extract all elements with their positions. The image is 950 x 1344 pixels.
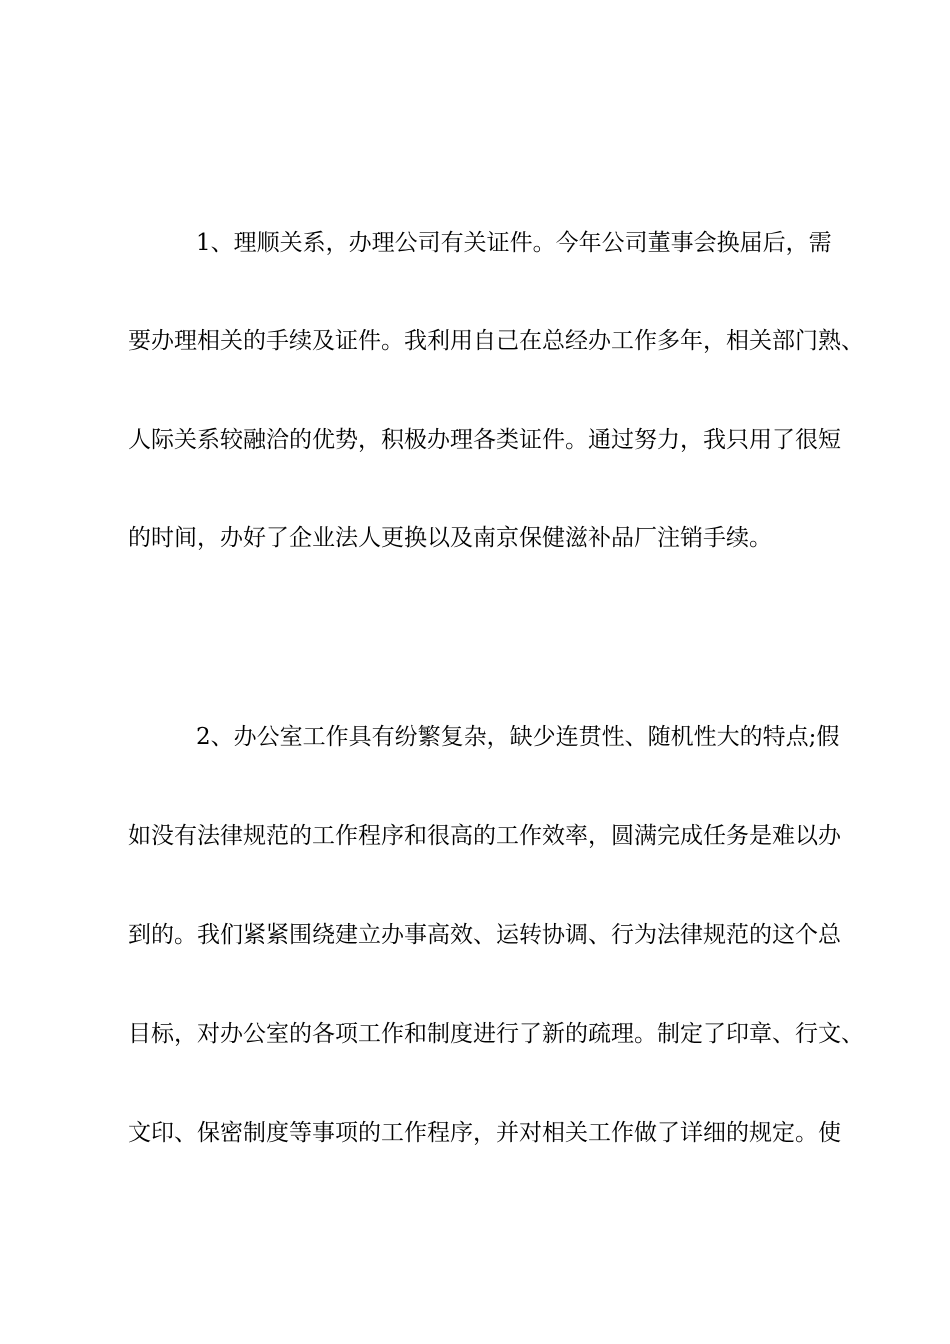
paragraph-line: 文印、保密制度等事项的工作程序，并对相关工作做了详细的规定。使 <box>128 1120 841 1146</box>
paragraph-line: 2、办公室工作具有纷繁复杂，缺少连贯性、随机性大的特点;假 <box>196 724 840 750</box>
paragraph-line: 人际关系较融洽的优势，积极办理各类证件。通过努力，我只用了很短 <box>128 427 841 453</box>
paragraph-line: 1、理顺关系，办理公司有关证件。今年公司董事会换届后，需 <box>196 230 832 256</box>
paragraph-line: 到的。我们紧紧围绕建立办事高效、运转协调、行为法律规范的这个总 <box>128 922 841 948</box>
paragraph-line: 目标，对办公室的各项工作和制度进行了新的疏理。制定了印章、行文、 <box>128 1021 864 1047</box>
paragraph-line: 要办理相关的手续及证件。我利用自己在总经办工作多年，相关部门熟、 <box>128 328 864 354</box>
paragraph-line: 如没有法律规范的工作程序和很高的工作效率，圆满完成任务是难以办 <box>128 823 841 849</box>
paragraph-line: 的时间，办好了企业法人更换以及南京保健滋补品厂注销手续。 <box>128 525 772 551</box>
